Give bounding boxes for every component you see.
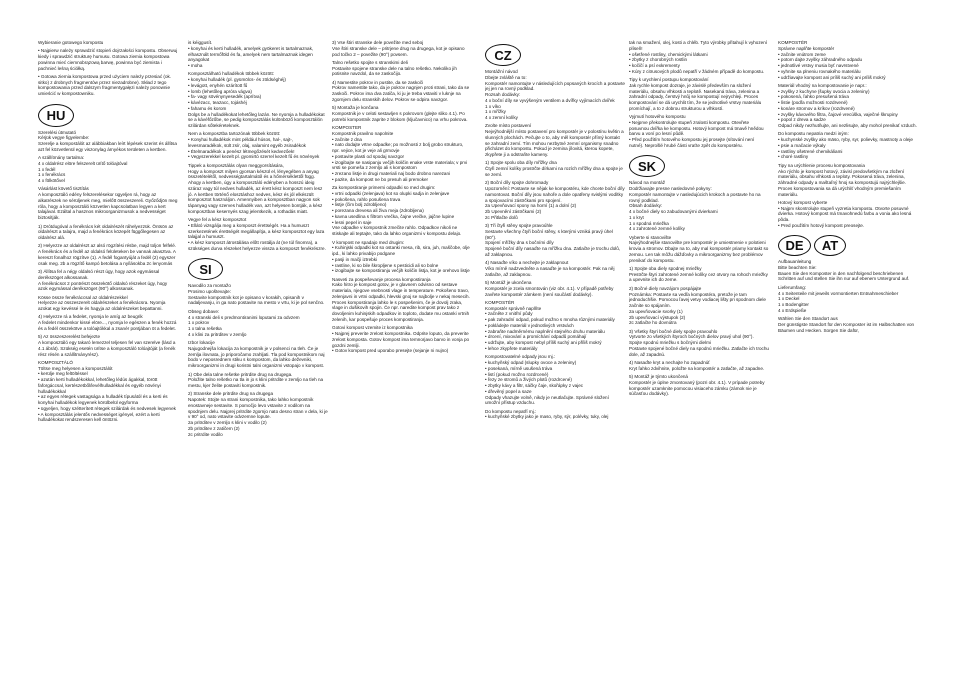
- text-block: Do kompostu nepatří mj.: • kuchyňské zbytky jako je maso, ryby, sýr, polévky, tuky, olej: [485, 408, 609, 420]
- text-block: 3) Állítsa fel a négy oldalsó részt úgy, hogy azok egymással derékszöget alkossanak. A fenékrácsot 2 pontrészt összekötő oldalsó részeket úgy, hogy azok egymással derékszöget (90°) alkossanak.: [38, 269, 168, 292]
- text-block: Wybieranie gotowego kompostu: [38, 40, 104, 45]
- text-block: Aufbauanleitung Bitte beachten Sie: Bauen Sie den Komposter in den nachfolgend beschriebenen Schritten auf und stellen Sie ihn nur auf ebenem Untergrund auf.: [778, 259, 910, 282]
- text-block: 1) Spojte spolu oba díly mřížky dna Čtyři zemní kolíky prostrčte dírkami na rozích mřížky dna a spojte je se zemí.: [485, 160, 623, 177]
- text-block: is kéiggusít. • konyhai és kerti hulladék, amelyek gyökeret is tartalmaznak, elhasznált termőföld és fa, amelyek nem tartalmaznak idegen anyagokat • moha: [188, 40, 314, 68]
- text-block: 2) Bočné diely navzájom pospájajte Poznámka: Postavte sa vedľa kompostéra, pretože je tam jednoduchšie. Pomocou ľavej vetvy vodiacej lišty pri spodnom diele začnite so spájaním. 2a upevňovacie svorky (1) 2b upevňovací výstupok (2) 2c zatlačte ho dovnútra: [629, 285, 766, 326]
- column-3: [332, 40, 472, 680]
- text-block: 5) Montáž je ukončena Kompostér je zcela smontován (viz obr. 4.1). V případě potřeby zavřete kompostér zámkem (není součástí dodávky).: [485, 280, 614, 297]
- text-block: Lieferumfang: 4 x Seitenteile mit jeweils vormontierten Entnahmeschieber 1 x Deckel 1 x Bodengitter 4 x Erdspieße: [778, 284, 899, 313]
- text-block: 4) Helyezze rá a fedelet, nyomja le amíg az beugrik A fedelet mindenkor kissé elöre..., nyomja le egészen a fenék hozzá és a fedél összekötve a tolóajtókkal a zsanér pontjában öt a fedelet.: [38, 314, 177, 331]
- text-block: Vyberte si stanovište Najvýhodnejšie stanovište pre kompostér je umiestnenie v polotieni krovia a stromov. Dbajte na to, aby mal kompostér priamy kontakt so zemou. Len tak môžu dážďovky a mikroorganizmy bez problémov prenikať do kompostu.: [629, 234, 769, 263]
- text-block: Tippek a komposztálás olyan meggyorsítására, Hogy a komposzt milyen gyorsan készül el, lényegében a anyag összetételétől, nedvességtartalmától és a hőmérséklettől függ. Ahogy a kertben, úgy a komposztáló edényben a hosszú ideig száraz vagy túl nedves hulladék, az érett kész komposzt nem lesz jó. A kertben történő elosztáshoz nedves, kész és jól elkészült komposztot használjon. Amennyiben a komposztban nagyon sok tápanyag vagy szerves hulladék van, azt helyesen bontják, a kész komposztban kesernyés szag jelentkezik, a rothadás miatt.: [188, 162, 323, 214]
- text-block: 1) Obe dela talne rešetke pritrdite drug na drugega. Položite talno rešetko na tla in jo s klini pritrdite v zemljo na tleh na mestu, kjer želite postaviti kompostnik.: [188, 371, 324, 388]
- text-block: Zvolte místo postavení Nejvýhodnější místo postavení pro kompostér je v polostínu květin a slunných plochách. Pečujte o to, aby měl kompostér přímý kontakt se zahradní zemí. Tím mohou nezbytné zemní organismy snadno přicházet do kompostu. Pokud je zemina jílovitá, kterou kopete, zkypřete ji a odstraňte kameny.: [485, 123, 624, 158]
- text-block: • Gotowa ziemia kompostowa przed użyciem należy przesiać (ok. sitko) z drobnych fragmentów przez niezadrobne). Skład z tego kompostowania przed dalszym fragmentygałęzi należy ponownie umieścić w kompostowniku.: [38, 73, 172, 97]
- column-6: [778, 40, 918, 680]
- column-1: [38, 40, 178, 680]
- text-block: 5) Montaža je končana Kompostnik je v celoti sestavljen s pokrovom (glejte sliko 4.1). Po potrebi kompostnik zaprite z blokom (ključavnico) na vrhu pokrova.: [332, 105, 468, 122]
- text-block: Szerelési útmutató Kérjük vegye figyelembe: Szerelje a kompostálót az alábbiakban leírt lépések szerint és állítsa azt fel közvetlenül egy viszonylag árnyékos területen a kertben.: [38, 129, 177, 152]
- text-block: KOMPOSTER Kompostnik pravilno napolnite • začnite z dna • nato dodajte vrtne odpadke; po možnosti z bolj grobo strukturo, npr. vejice, kot je veje ali grmovje • postavite plasti od spodaj navzgor • izogibajte se nasipanju večjih količin enake vrste materiala; v prvi vrsti se pomeša z zemljo ali s kompostom • zrezano listje in drugi materiali naj bodo drobno narezani • pazite, da kompost ne bo presuh ali premoker: [332, 125, 468, 182]
- text-block: 4) Namestite pokrov in pustite, da se zaskoči Pokrov namestite tako, da je pokrov nagnjen proti strani, tako da se zaskoči. Pokrov ima dva zatiča, ki ju je treba vstaviti v luknje na zgornjem delu stranskih delov. Pokrov se odpira navzgor.: [332, 79, 470, 102]
- text-block: Tipy k urychlení postupu kompostování Jak rychle kompost dozraje, je závislé především na složení materiálu, obsahu vlhkosti a teplotě. Nasekaná tráva, zelenina a zahradní odpady, čerstvý hnůj se kompostují nejrychleji. Proces kompostování se dá urychlit tím, že se jednotlivé vrstvy materiálu promíchají, a to z dobrou strukturou a vlhkostí.: [629, 77, 762, 111]
- language-badge-de: DE: [778, 235, 811, 256]
- text-block: V kompost ne spadajo med drugim: • Kuhinjski odpadki kot so ostanki mesa, rib, sira, juh, maščobe, olje ipd., ki lahko privabijo podgane • pasji in mačji iztrebki • rastline, ki so bile škropljene s pesticidi ali so bolne • izogibajte se kompostiranju večjih količin listja, kot je orehovo listje: [332, 239, 470, 274]
- text-block: 5) Montáž je týmto ukončená Kompostér je úplne zmontovaný (pozri obr. 4.1). V prípade potreby kompostér uzamknite pomocou visiaceho zámku (zámok nie je súčasťou dodávky).: [629, 374, 765, 397]
- text-block: KOMPOSTÉR Kompostér správně naplňte • začněte z vnitřní půdy • pak zahradní odpad, pokud možno s mnoha různými materiály • pokládejte materiál v jednotlivých vrstvách • zabraňte nadměrnému naplnění stejného druhu materiálu • drcení, mixování a promíchání odpadů pomáhají • udržujte, aby kompost nebyl příliš suchý ani příliš mokrý • lehce zkypřete materiály: [485, 299, 615, 351]
- text-block: Nem a komposztba tartozónak többek között: • Konyhai hulladékok mint például húsos, hal-, sajt-, levesmaradékok, sült zsír, olaj, valamint egyéb zsiradékok • Ételmaradékok a penész létmegőzését kedvezőek! • Vegyszerekkel kezelt pl. gyomirtó szerrel kezelt fű és növények: [188, 131, 320, 160]
- text-block: Kompostovatelné odpady jsou mj.: • kuchyňský odpad (slupky ovoce a zeleniny) • posekaná, mírně usušená tráva • listí (pokud možno rozdrcené) • řezy ze stromů a živých plotů (rozdrcené) • zbytky kávy a filtr, sáčky čaje, skořápky z vajec • dřevěný popel a saze Odpady vhazujte volně, nikdy je neutlačujte. Správné složení umožní přístup vzduchu.: [485, 354, 609, 406]
- text-block: Komposztálható hulladékok többek között: • konyhai hulladék (pl. gyümölcs- és zöldséghéj) • levágott, enyhén szárított fű • lomb (lehetőleg apróra vágva) • fa- vagy sövénynyesedék (aprítva) • kávézacc, teazacc, tojáshéj • fahamu és korom Dolgs be a hulladékokat lehetőleg lazán. Ne nyomja a hulladékokat se a kávéfőzőbe, se pedig komposztálás különböző komposztálón szilárdan sőtekéreteknek.: [188, 71, 325, 129]
- text-block: Montážní návod Dbejte zvláště na to: Kompostér namontujte v následujících popsaných krocích a postavte jej jen na rovný podklad. Rozsah dodávky: 4 x boční díly se vyvýšeným ventilem a dvířky vyjímacích dvířek 1 x víko 1 x mřížky 4 x zemní kolíky: [485, 69, 625, 120]
- text-block: Obseg dobave: 4 x stranski deli s predmontiranimi loputami za odvzem 1 x pokrov 1 x talna rešetka 4 x klini za pritrditev v zemljo: [188, 308, 300, 337]
- text-block: 2) Helyezze az oldalrészt az alsó rögzítési résbe, majd toljon felfelé. A fenékrács és a fedél az oldalsó felületeken be vannak akasztva. A kereszt fonalhoz rögzítve (1). A fedél fogantyúját a fedél (2) egyszer csak meg. 2b a rögzítő kampó betolása a nyílásokba 2c lenyomás: [38, 243, 177, 266]
- column-2: [188, 40, 328, 680]
- language-badge-hu: HU: [38, 104, 74, 127]
- text-block: tak na smažení, olej, kosti a chléb. Tyto výrobky přitahují k vyhození plíseň! • ošetřené rostliny, chemickými látkami • zbytky z chorobných rostlin • kočičí a psí exkrementy • Kúry z citrusových plodů nepatří v žádném případě do kompostu.: [629, 40, 768, 74]
- text-block: Tipy na urýchlenie procesu kompostovania Ako rýchlo je kompost hotový, závisí predovšetkým na zložení materiálu, obsahu vlhkosti a teploty. Pokosená tráva, zelenina, záhradné odpady a maštaľný hnoj sa kompostujú najrýchlejšie. Proces kompostovania sa dá urýchliť vhodným premiešaním materiálu.: [778, 162, 906, 197]
- text-block: 4) Nasaďte kryt a nechajte ho zapadnúť Kryt ľahko zdvihnite, položte na kompostér a zatlačte, až zapadne.: [629, 360, 765, 371]
- text-block: KOMPOSTÉR Správne naplňte kompostér • začnite vnútrom zeme • potom dajte zvyšky záhradného odpadu • jednotlivé vrstvy musia byť navrstvené • vyhnite sa plneniu rovnakého materiálu • udržiavajte kompost ani príliš suchý ani príliš mokrý: [778, 40, 886, 80]
- text-block: KOMPOSZTÁLÓ Töltse meg helyesen a komposztálót • kerülje meg feltöltéssel • azután kerti hulladékokkal, lehetőleg lédús ágakkal, törött faforgáccsal, kertészetből/levélhulladékkal és egyéb növényi hulladékokkal • az egyes rétegek vastagsága a hulladék típusától és a kerti és konyhai hulladékok legyenek körülbelül egyforma • ügyeljen, hogy szétterített rétegek szilárdak és nedvesek legyenek • A komposztálás jelentős nedvességet igényel, ezért a kerti hulladékokat rendszeresen kell öntözni.: [38, 359, 176, 423]
- language-badge-cz: CZ: [485, 44, 521, 66]
- text-block: 3) Tři čtyři stěny spojte pravoúhle Sestavte všechny čtyři boční stěny, s kterými vzniká pravý úhel (90°). Spojení mřížky dna s bočními díly Spojené boční díly nasaďte na mřížku dna. Zatlačte je trochu dolů, až zaklapnou.: [485, 223, 621, 257]
- text-block: Gotovi kompost vzemite iz kompostnika • Najprej preverite zrelost kompostnika. Odprite loputo, da preverite zrelost komposta. Gotov kompost ima temnorjavo barvo in vonja po gozdni zemlji. • Gotov kompost pred uporabo presejte (sejanje ni nujno): [332, 325, 470, 354]
- text-block: Kösse össze fenékráccsal az oldalrészekkel Helyezze az összeszerelt oldalrészeket a fenékrácsra. Nyomja azokat egy kevéssé le és hagyja az oldalrészeket bepattanni.: [38, 294, 166, 312]
- text-block: Do kompostu nepatria medzi iným: • kuchynské zvyšky ako mäso, ryby, syr, polievky, mastnoty a oleje • psie a mačacie výkaly • rastliny ošetrené chemikáliami • choré rastliny: [778, 131, 913, 160]
- text-block: Hotový kompost vyberte • Najprv skontrolujte stupeň vyzretia kompostu. Otvorte posuvné dvierka. Hotový kompost má tmavohnedú farbu a vonia ako lesná pôda. • Pred použitím hotový kompost preosejte.: [778, 199, 912, 228]
- column-5: [629, 40, 769, 680]
- text-block: Wählen Sie den Standort aus Der günstigste Standort für den Komposter ist im Halbschatten von Bäumen und Hecken. Sorgen Sie dafür,: [778, 316, 915, 333]
- text-block: 1) Spojte oba diely spodnej mriežky Prestrčte štyri zahrotené zemné kolíky cez otvory na rohoch mriežky a upevnite ich do zeme.: [629, 265, 768, 283]
- text-block: Návod na montáž Dodržiavajte presne nasledovné pokyny: Kompostér namontujte v nasledujúcich krokoch a postavte ho na rovný podklad. Obsah dodávky: 4 x bočné diely so zabudovanými dvierkami 1 x kryt 1 x spodná mriežka 4 x zahrotené zemné kolíky: [629, 180, 761, 232]
- text-block: Talno rešetko spojite s stranskimi deli Postavite spojene stranske dele na talno rešetko. Nekoliko jih potisnite navzdol, da se zaskočijo.: [332, 59, 457, 77]
- text-block: A szállítmány tartalma: 4 x oldalrész elöre felszerelt ürítő tolóajtóval 1 x fedél 1 x fenékrács 4 x fölkötővel: [38, 155, 128, 184]
- column-4: [485, 40, 625, 680]
- text-block: 2) Boční díly spojte dohromady Upozornění: Postavte se nějak ke kompostéru, kde chcete boční díly namontovat. Boční díly jsou nahoře a dole opatřeny svislými vodítky a spojovacími zástrčkami pro spojení. 2a Upevňovací spony na horní (1) a dolní (2) 2b Upevnění zástrčkami (2) 2c Přitlačte dolů: [485, 180, 625, 220]
- text-block: Nasveti za pospeševanje procesa kompostiranja Kako hitro je kompost gotov, je v glavnem odvisno od sestave materiala, njegove vsebnosti vlage in temperature. Pokošeno travo, zelenjavni in vrtni odpadki, hlevski gnoj se najbolje v nekaj mesecih. Proces kompostiranja lahko le s pospešenim, če je dovolj zraka, vlage in dušikovih spojin. Če npr. naredite kompost prav tako z dovoljenim kuhinjskih odpadkov in toploto, dodate mu ostanki vrtnih zelenih, kar pospešuje proces kompostiranja.: [332, 276, 470, 322]
- text-block: 1) Drótdugóval a fenékrács két oldalrészét ráhelyezzük. Öntsön az oldalrészt a talajra, majd a fenékrács közepét függőlegesen az oldalrész alá.: [38, 223, 174, 241]
- text-block: Vásárlást követő tisztítás A komposztáló edény felszerelésekor ügyeljen rá, hogy az alkatrészek ne sérüljenek meg, mielőtt összeszereli. Győződjön meg róla, hogy a komposztáló közvetlen kapcsolatban legyen a kert talajával. Ezáltal a hasznos mikroorganizmusok a nedvességet biztosítják.: [38, 186, 178, 221]
- text-block: Vegye fel a kész komposztot • Ellátó vizsgálja meg a komposzt érettségét. Ha a humuszt szerkezetének érettségét megállapítja, a kész komposztot egy laza talajjal a humuszt. • A kész komposzt átrostálása előtt rostálja át (ne túl finomra), a szükséges durva részeket helyezze vissza a komposzt fenékrészre.: [188, 217, 326, 251]
- text-block: 3) Vse štiri stranske dele povežite med seboj Vse štiri stranske dele – pritrjene drug na drugega, kot je opisano pod točko 2 – povežite (90°) povsem.: [332, 40, 465, 57]
- text-block: Vyjmutí hotového kompostu • Nejprve překontrolujte stupeň zralosti kompostu. Otevřete posuvnou dvířka ke kompostu. Hotový kompost má tmavě hnědou barvu a voní po lesní půdě. • Před použitím hotového kompostu jej prosejte (sítování není nutné). Neprošlé hrubé části vraťte zpět do kompostéru.: [629, 114, 764, 148]
- text-block: 4) Nasaďte víko a nechejte je zaklapnout Víko mírně nadzvedněte a nasaďte je na kompostér. Pak na něj zatlačte, až zaklapnou.: [485, 260, 615, 277]
- text-block: Materiál vhodný na kompostovanie je napr.: • zvyšky z kuchyne (šupky ovocia a zeleniny) • pokosená, ľahko presušená tráva • lístie (podľa možnosti rozdrvené) • konáre stromov a kríkov (rozdrvené) • zvyšky kávového filtra, čajové vrecúška, vaječné škrupiny • popol z dreva a sadze Odpad nikdy nezhutňujte, ani nezlisujte, aby mohol prenikať vzduch.: [778, 82, 917, 129]
- language-badge-group: [778, 231, 918, 259]
- text-block: 3) Všetky štyri bočné diely spojte pravouhlo Vytvorte zo všetkých štyroch bočných dielov pravý uhol (90°). Spojte spodnú mriežku s bočnými dielmi Postavte spojené bočné diely na spodnú mriežku. Zatlačte ich trochu dole, až zapadnú.: [629, 328, 769, 357]
- text-block: Navodilo za montažo Prosimo upoštevajte: Sestavite kompostnik kot je opisano v korakih, opisanih v nadaljevanju, in ga nato postavite na mesto v vrtu, ki je pol senčno.: [188, 283, 325, 306]
- text-block: Za kompostiranje primerni odpadki so med drugim: • vrtni odpadki (zelenjava) kot so olupki sadja in zelenjave • pokošena, rahlo posušena trava • listje (čim bolj zdrobljeno) • porezana drevesa ali živa meja (zdrobljena) • kavna usedlina s filtrom vrečka, čajne vrečke, jajčne lupine • lesni pepel in saje Vse odpadke v kompostnik zmečite rahlo. Odpadkov nikoli ne stiskajte ali teptajte, tako da lahko organizmi v kompostu delajo.: [332, 185, 462, 237]
- text-block: 2) Stranske dele pritrdite drug na drugega Napotek: Stojte na strani kompostnika, tako lahko kompostnik enostavneje sestavite. S pomočjo levo vstavite z vodilom na spodnjem delu. Najprej pritrdite zgornjo nato desno stran v dela, ki je v 90° od, nato vstavite odvzemne lopute. 2a pritrditev v zemljo s klini v vodilo (2) 2b pritrditev z zatičem (2) 2c pritrdite vodilo: [188, 391, 328, 437]
- text-block: • Najpierw należy sprawdzić stopień dojrzałości kompostu. Obserwuj kiedy i sprawdzić strukturę humusu. Gotowa ziemia kompostowa powinna mieć ciemnobrązową barwę, powinna być ziemista i pachnieć leśną ściółką.: [38, 48, 178, 71]
- language-badge-sk: SK: [629, 155, 665, 177]
- language-badge-si: SI: [188, 258, 223, 280]
- language-badge-at: AT: [814, 235, 846, 256]
- text-block: 5) Az összeszerelést befejezte A komposztáló egy takaró lemezzel teljesen fel van szerelve (lásd a 4.1 ábrát). Szükség esetén ürítse a komposztáló tolóajtóját (a fenék rész résén a szállítmányrész).: [38, 334, 176, 357]
- text-block: Izbor lokacije Najugodnejša lokacija za kompostnik je v polsenci na tleh. Če je zemlja ilovnata, jo priporočamo zrahljati. Tla pod kompostnikom naj bodo v neposrednem stiku s kompostom, da lahko deževniki, mikroorganizmi in drugi koristni talni organizmi vstopajo v kompost.: [188, 340, 325, 369]
